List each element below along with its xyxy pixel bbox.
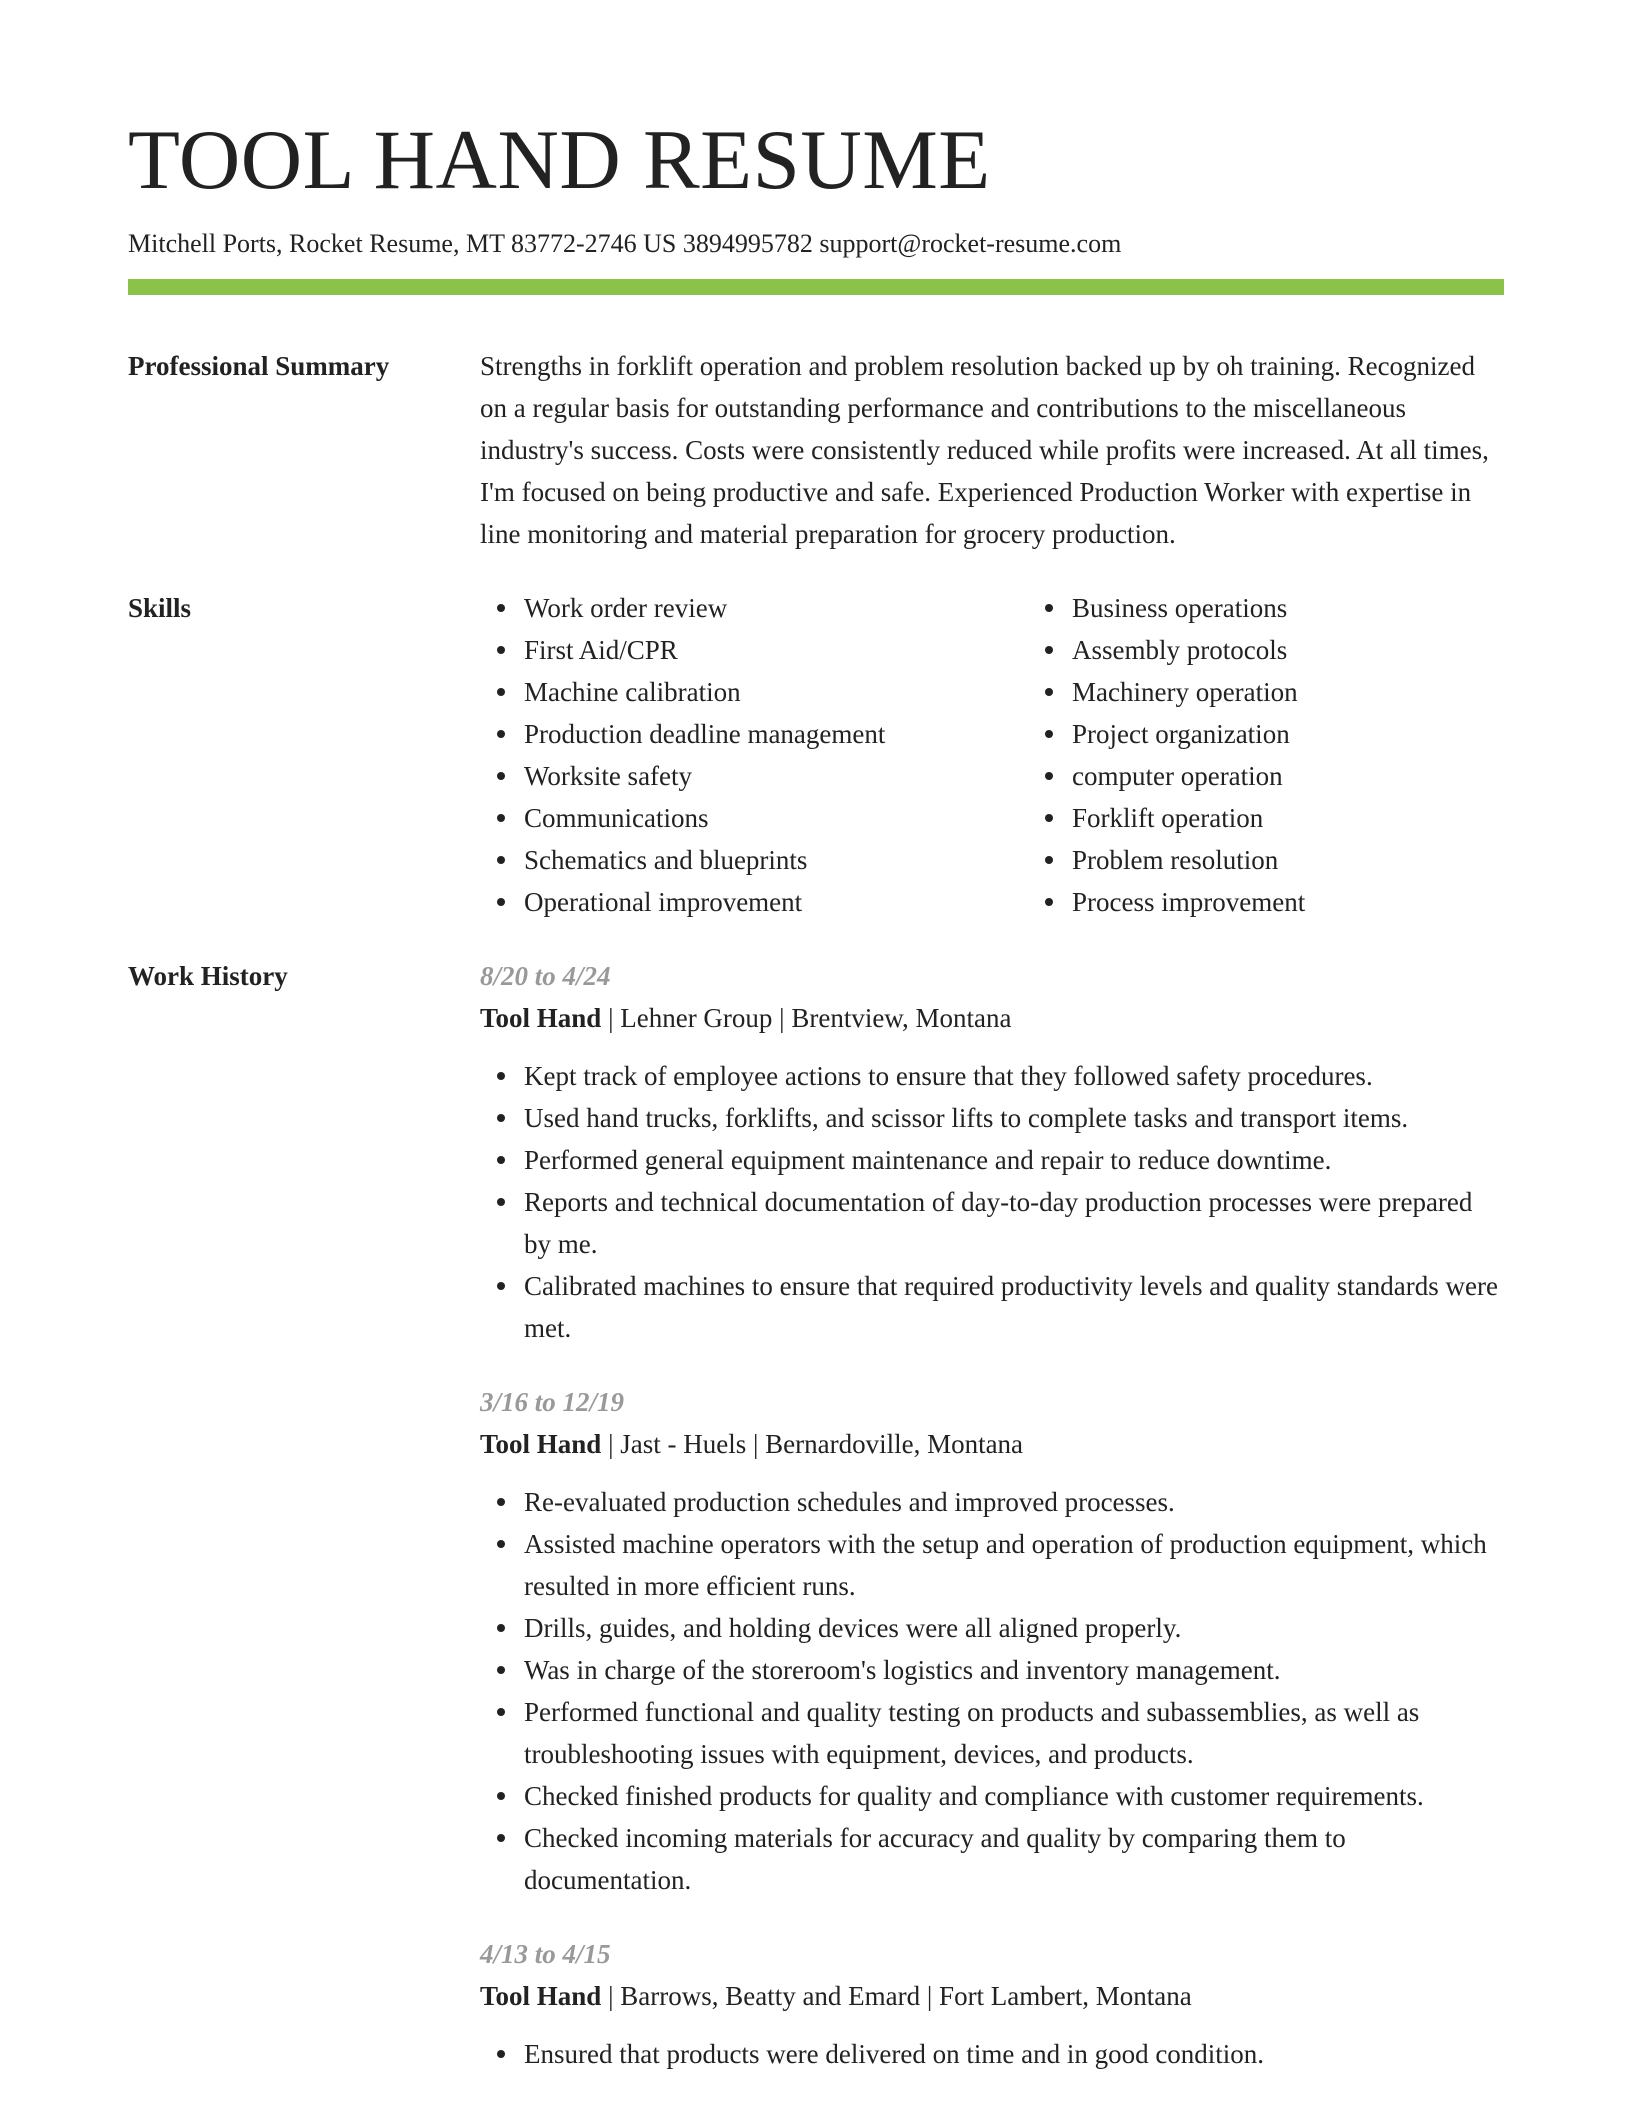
- skills-list-right: [1028, 587, 1576, 923]
- job-entry: [480, 1381, 1504, 1901]
- contact-line: Mitchell Ports, Rocket Resume, MT 83772-2746 US 3894995782 support@rocket-resume.com: [128, 229, 1122, 258]
- work-history-body: [480, 955, 1504, 2107]
- skill-item: Machinery operation: [1072, 671, 1576, 713]
- duty-item: Was in charge of the storeroom's logistics and inventory management.: [524, 1649, 1504, 1691]
- job-dates: 4/13 to 4/15: [480, 1939, 611, 1969]
- skill-item: Forklift operation: [1072, 797, 1576, 839]
- job-dates: 3/16 to 12/19: [480, 1387, 625, 1417]
- job-duties: [480, 2033, 1504, 2075]
- skill-item: Problem resolution: [1072, 839, 1576, 881]
- accent-divider: [128, 279, 1504, 295]
- job-title: Tool Hand: [480, 1429, 602, 1459]
- duty-item: Ensured that products were delivered on time and in good condition.: [524, 2033, 1504, 2075]
- duty-item: Checked finished products for quality and compliance with customer requirements.: [524, 1775, 1504, 1817]
- job-duties: [480, 1481, 1504, 1901]
- skills-section: [128, 587, 1504, 923]
- skill-item: First Aid/CPR: [524, 629, 1028, 671]
- duty-item: Used hand trucks, forklifts, and scissor lifts to complete tasks and transport items.: [524, 1097, 1504, 1139]
- job-dates: 8/20 to 4/24: [480, 961, 611, 991]
- job-title: Tool Hand: [480, 1003, 602, 1033]
- duty-item: Performed general equipment maintenance and repair to reduce downtime.: [524, 1139, 1504, 1181]
- skill-item: Process improvement: [1072, 881, 1576, 923]
- job-heading: [480, 1975, 1504, 2017]
- duty-item: Reports and technical documentation of day-to-day production processes were prepared by me.: [524, 1181, 1504, 1265]
- job-details: | Barrows, Beatty and Emard | Fort Lambert, Montana: [601, 1981, 1192, 2011]
- job-title: Tool Hand: [480, 1981, 602, 2011]
- skill-item: Operational improvement: [524, 881, 1028, 923]
- job-heading: [480, 1423, 1504, 1465]
- skills-columns: [480, 587, 1576, 923]
- skill-item: Communications: [524, 797, 1028, 839]
- skill-item: Schematics and blueprints: [524, 839, 1028, 881]
- skills-heading: Skills: [128, 593, 192, 623]
- duty-item: Performed functional and quality testing on products and subassemblies, as well as troubleshooting issues with equipment, devices, and products.: [524, 1691, 1504, 1775]
- summary-heading: Professional Summary: [128, 351, 390, 381]
- duty-item: Drills, guides, and holding devices were all aligned properly.: [524, 1607, 1504, 1649]
- skill-item: Worksite safety: [524, 755, 1028, 797]
- skill-item: Assembly protocols: [1072, 629, 1576, 671]
- resume-title: TOOL HAND RESUME: [128, 113, 991, 207]
- work-history-heading: Work History: [128, 961, 288, 991]
- skill-item: Project organization: [1072, 713, 1576, 755]
- skill-item: Machine calibration: [524, 671, 1028, 713]
- work-history-section: [128, 955, 1504, 2107]
- duty-item: Re-evaluated production schedules and improved processes.: [524, 1481, 1504, 1523]
- duty-item: Assisted machine operators with the setup and operation of production equipment, which resulted in more efficient runs.: [524, 1523, 1504, 1607]
- skill-item: Business operations: [1072, 587, 1576, 629]
- job-heading: [480, 997, 1504, 1039]
- job-duties: [480, 1055, 1504, 1349]
- duty-item: Kept track of employee actions to ensure that they followed safety procedures.: [524, 1055, 1504, 1097]
- resume-page: [128, 0, 1504, 2107]
- job-details: | Jast - Huels | Bernardoville, Montana: [601, 1429, 1024, 1459]
- skill-item: Production deadline management: [524, 713, 1028, 755]
- job-entry: [480, 1933, 1504, 2075]
- duty-item: Checked incoming materials for accuracy and quality by comparing them to documentation.: [524, 1817, 1504, 1901]
- job-details: | Lehner Group | Brentview, Montana: [601, 1003, 1012, 1033]
- duty-item: Calibrated machines to ensure that required productivity levels and quality standards were met.: [524, 1265, 1504, 1349]
- skill-item: Work order review: [524, 587, 1028, 629]
- summary-section: [128, 345, 1504, 555]
- job-entry: [480, 955, 1504, 1349]
- summary-text: Strengths in forklift operation and problem resolution backed up by oh training. Recognized on a regular basis for outstanding performance and contributions to the miscellaneous industry's success. Costs were consistently reduced while profits were increased. At all times, I'm focused on being productive and safe. Experienced Production Worker with expertise in line monitoring and material preparation for grocery production.: [480, 351, 1489, 549]
- skills-list-left: [480, 587, 1028, 923]
- skill-item: computer operation: [1072, 755, 1576, 797]
